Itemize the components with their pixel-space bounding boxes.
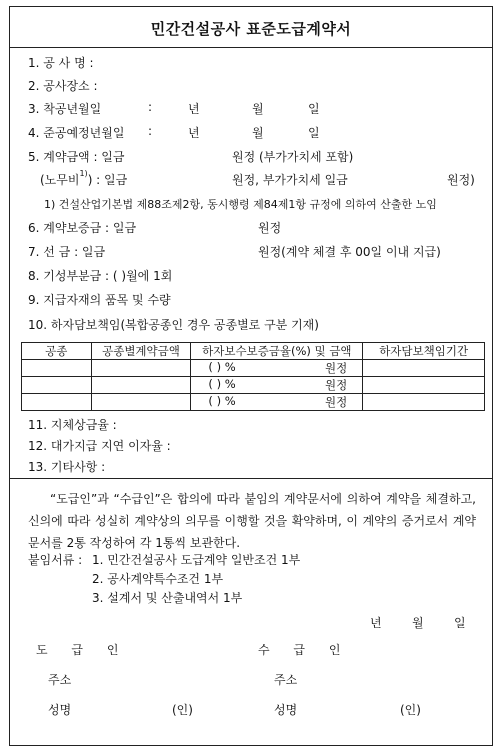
contractor-label: 도 급 인 [36, 643, 119, 657]
header-work-type: 공종 [22, 343, 92, 360]
rate-percent: ( ) % [208, 360, 236, 374]
rate-won: 원정 [325, 395, 348, 409]
site-field: 2. 공사장소 : [28, 79, 98, 93]
contractor-seal: (인) [172, 703, 193, 717]
labor-prefix: (노무비 [40, 173, 80, 187]
start-date-label: 3. 착공년월일 [28, 102, 102, 116]
attachment-item: 3. 설계서 및 산출내역서 1부 [92, 591, 243, 605]
rate-won: 원정 [325, 361, 348, 375]
contractor-address-label: 주소 [48, 673, 72, 687]
sign-year: 년 [370, 616, 382, 630]
materials-field: 9. 지급자재의 품목 및 수량 [28, 293, 171, 307]
table-cell[interactable] [22, 377, 92, 394]
amount-won: 원정 (부가가치세 포함) [232, 150, 354, 164]
defect-liability-field: 10. 하자담보책임(복합공종인 경우 공종별로 구분 기재) [28, 318, 319, 332]
start-year: 년 [188, 102, 200, 116]
amount-field: 5. 계약금액 : 일금 [28, 150, 125, 164]
table-cell[interactable] [363, 360, 485, 377]
guarantee-won: 원정 [258, 221, 282, 235]
table-cell[interactable] [191, 394, 363, 411]
labor-rest: ) : 일금 [87, 173, 128, 187]
start-date-colon: : [148, 100, 153, 114]
end-date-colon: : [148, 124, 153, 138]
table-cell[interactable] [91, 377, 191, 394]
end-day: 일 [308, 126, 320, 140]
others-field: 13. 기타사항 : [28, 460, 106, 474]
table-cell[interactable] [91, 360, 191, 377]
title-row [9, 6, 493, 48]
late-interest-field: 12. 대가지급 지연 이자율 : [28, 439, 171, 453]
header-liability-period: 하자담보책임기간 [363, 343, 485, 360]
labor-footnote-mark: 1) [79, 169, 88, 178]
start-day: 일 [308, 102, 320, 116]
rate-percent: ( ) % [208, 394, 236, 408]
subcontractor-name-label: 성명 [274, 703, 298, 717]
footnote: 1) 건설산업기본법 제88조제2항, 동시행령 제84제1항 규정에 의하여 산출한 노임 [44, 198, 437, 211]
subcontractor-label: 수 급 인 [258, 643, 341, 657]
labor-vat: 원정, 부가가치세 일금 [232, 173, 348, 187]
header-contract-amount: 공종별계약금액 [91, 343, 191, 360]
table-cell[interactable] [363, 377, 485, 394]
sign-month: 월 [412, 616, 424, 630]
end-month: 월 [252, 126, 264, 140]
table-cell[interactable] [191, 377, 363, 394]
attachment-item: 1. 민간건설공사 도급계약 일반조건 1부 [92, 553, 301, 567]
table-cell[interactable] [363, 394, 485, 411]
agreement-paragraph: “도급인”과 “수급인”은 합의에 따라 붙임의 계약문서에 의하여 계약을 체결하고, 신의에 따라 성실히 계약상의 의무를 이행할 것을 확약하며, 이 계약의 증거로서 계약문서를 2통 작성하여 각 1통씩 보관한다. [28, 492, 476, 550]
project-name-field: 1. 공 사 명 : [28, 56, 94, 70]
sign-day: 일 [454, 616, 466, 630]
table-row [22, 377, 485, 394]
table-row [22, 394, 485, 411]
subcontractor-address-label: 주소 [274, 673, 298, 687]
advance-won: 원정(계약 체결 후 00일 이내 지급) [258, 245, 441, 259]
table-cell[interactable] [22, 360, 92, 377]
contractor-name-label: 성명 [48, 703, 72, 717]
defect-table-header [22, 343, 485, 360]
rate-percent: ( ) % [208, 377, 236, 391]
table-cell[interactable] [191, 360, 363, 377]
defect-table [21, 342, 485, 411]
end-year: 년 [188, 126, 200, 140]
section-divider [9, 478, 493, 479]
labor-won: 원정) [447, 173, 475, 187]
start-month: 월 [252, 102, 264, 116]
attachments-label: 붙임서류 : [28, 553, 83, 567]
subcontractor-seal: (인) [400, 703, 421, 717]
page-title: 민간건설공사 표준도급계약서 [150, 20, 352, 38]
attachment-item: 2. 공사계약특수조건 1부 [92, 572, 224, 586]
table-cell[interactable] [91, 394, 191, 411]
table-cell[interactable] [22, 394, 92, 411]
penalty-rate-field: 11. 지체상금율 : [28, 418, 117, 432]
progress-payment-field: 8. 기성부분금 : ( )월에 1회 [28, 269, 173, 283]
end-date-label: 4. 준공예정년월일 [28, 126, 125, 140]
rate-won: 원정 [325, 378, 348, 392]
advance-field: 7. 선 금 : 일금 [28, 245, 106, 259]
labor-cost-field [40, 171, 127, 188]
header-guarantee-rate: 하자보수보증금율(%) 및 금액 [191, 343, 363, 360]
guarantee-field: 6. 계약보증금 : 일금 [28, 221, 137, 235]
table-row [22, 360, 485, 377]
